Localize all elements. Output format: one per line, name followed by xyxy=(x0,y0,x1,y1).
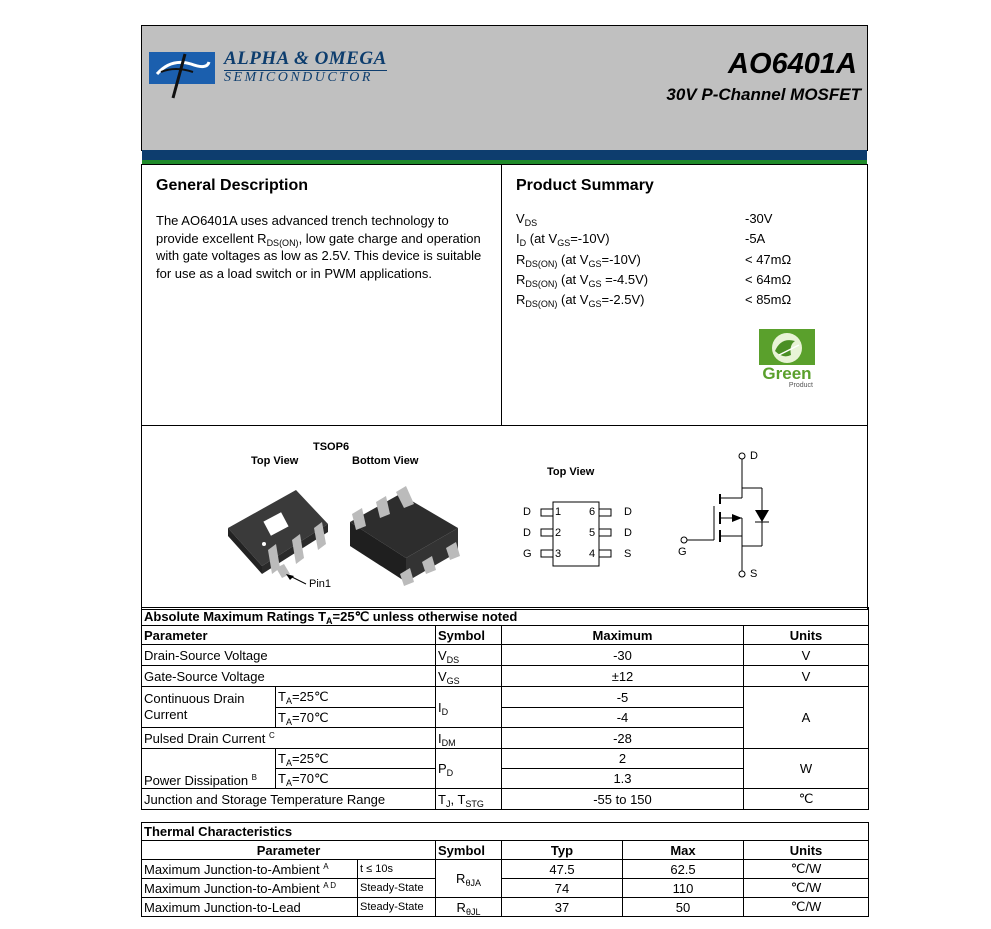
cond-sub: A xyxy=(285,777,292,788)
pin1-label: Pin1 xyxy=(309,578,332,590)
pin-name-right: S xyxy=(624,548,632,560)
unit-tj: ℃ xyxy=(744,789,869,810)
thermal-cond-ja-10s: t ≤ 10s xyxy=(358,860,436,879)
thermal-max-jl: 50 xyxy=(623,898,744,917)
summary-param xyxy=(516,211,537,226)
cond-prefix: T xyxy=(278,750,286,766)
part-number: AO6401A xyxy=(728,48,857,80)
summary-param-symbol: R xyxy=(516,251,526,267)
summary-param-cond: (at V xyxy=(557,271,589,287)
pin-number-right: 5 xyxy=(589,527,596,539)
cond-pd-70 xyxy=(276,769,436,789)
thermal-unit-ja-10s: ℃/W xyxy=(744,860,869,879)
max-idm: -28 xyxy=(502,728,744,749)
cond-value: =70℃ xyxy=(291,770,329,786)
sym: I xyxy=(438,730,442,746)
symbol-pd xyxy=(436,749,502,789)
pin-number-right: 4 xyxy=(589,548,596,560)
summary-param-cond: (at V xyxy=(526,231,558,247)
note: A xyxy=(323,861,329,871)
symbol-tj xyxy=(436,789,502,810)
pin-number-left: 3 xyxy=(555,548,562,560)
cond-pd-25 xyxy=(276,749,436,769)
general-description-title: General Description xyxy=(156,177,309,194)
summary-value: < 47mΩ xyxy=(745,251,792,267)
param-id-line1: Continuous Drain xyxy=(144,691,245,706)
max-vgs: ±12 xyxy=(502,666,744,687)
summary-value: < 85mΩ xyxy=(745,292,792,308)
general-description-text xyxy=(156,212,501,282)
absolute-maximum-ratings-table xyxy=(141,607,869,810)
thermal-param-jl: Maximum Junction-to-Lead xyxy=(142,898,358,917)
param-text: Maximum Junction-to-Ambient xyxy=(144,880,320,896)
thermal-header-max: Max xyxy=(623,841,744,860)
column-divider xyxy=(501,164,502,426)
company-subtitle: SEMICONDUCTOR xyxy=(224,70,373,85)
cond-prefix: T xyxy=(278,770,286,786)
pin-name-left: G xyxy=(523,548,532,560)
desc-line xyxy=(156,230,501,248)
abs-max-title-rest: =25℃ unless otherwise noted xyxy=(332,608,518,624)
param-vgs: Gate-Source Voltage xyxy=(142,666,436,687)
cond-value: =25℃ xyxy=(291,750,329,766)
thermal-header-units: Units xyxy=(744,841,869,860)
thermal-symbol-jl xyxy=(436,898,502,917)
summary-param xyxy=(516,292,645,310)
green-product-logo xyxy=(759,329,815,399)
thermal-typ-ja-10s: 47.5 xyxy=(502,860,623,879)
symbol-idm xyxy=(436,728,502,749)
sym: R xyxy=(456,871,466,886)
summary-param-cond-rest: =-2.5V) xyxy=(601,292,645,308)
desc-line-part: , low gate charge and operation xyxy=(298,230,481,246)
summary-param-cond-rest: =-10V) xyxy=(601,251,641,267)
bottom-view-label: Bottom View xyxy=(352,455,419,467)
header-parameter: Parameter xyxy=(142,626,436,645)
summary-param-symbol: V xyxy=(516,211,525,226)
cond-value: =25℃ xyxy=(291,689,329,704)
sym-mid: , T xyxy=(450,791,466,807)
summary-param xyxy=(516,231,610,249)
pin-name-left: D xyxy=(523,527,531,539)
thermal-header-typ: Typ xyxy=(502,841,623,860)
thermal-max-ja-10s: 62.5 xyxy=(623,860,744,879)
summary-param-sub: DS xyxy=(524,218,538,228)
note: A D xyxy=(323,880,337,890)
product-summary-title: Product Summary xyxy=(516,177,654,194)
param-vds: Drain-Source Voltage xyxy=(142,645,436,666)
summary-param-symbol: R xyxy=(516,271,526,287)
summary-param-cond-sub: GS xyxy=(588,299,602,310)
sym: T xyxy=(438,791,446,807)
summary-param-sub: D xyxy=(519,238,527,249)
summary-param-symbol: R xyxy=(516,292,526,308)
thermal-characteristics-table xyxy=(141,822,869,917)
thermal-param-ja-ss xyxy=(142,879,358,898)
sym-sub: θJL xyxy=(465,906,481,917)
summary-param xyxy=(516,252,641,267)
pinout-diagram xyxy=(520,500,640,570)
summary-param xyxy=(516,272,648,287)
cond-sub: A xyxy=(285,716,292,727)
summary-param-sub: DS(ON) xyxy=(525,258,558,269)
desc-line: for use as a load switch or in PWM applications. xyxy=(156,265,433,281)
param-text: Power Dissipation xyxy=(144,773,249,788)
summary-param-symbol: I xyxy=(516,231,520,247)
sym-sub: DS xyxy=(446,654,460,665)
note: C xyxy=(269,730,275,740)
param-idm xyxy=(142,728,436,749)
company-logo-icon xyxy=(149,52,215,84)
abs-max-title-sub: A xyxy=(326,615,333,626)
thermal-header-symbol: Symbol xyxy=(436,841,502,860)
abs-max-title xyxy=(142,608,869,626)
thermal-max-ja-ss: 110 xyxy=(623,879,744,898)
param-id xyxy=(142,687,276,728)
summary-param-cond: (at V xyxy=(557,292,589,308)
max-id-25: -5 xyxy=(502,687,744,708)
summary-param-cond-rest: =-4.5V) xyxy=(601,271,649,287)
thermal-typ-jl: 37 xyxy=(502,898,623,917)
sym: V xyxy=(438,668,447,684)
thermal-cond-jl: Steady-State xyxy=(358,898,436,917)
cond-sub: A xyxy=(285,696,292,706)
cond-id-70 xyxy=(276,708,436,728)
param-text: Pulsed Drain Current xyxy=(144,730,266,746)
sym-sub: DM xyxy=(441,737,456,748)
thermal-unit-ja-ss: ℃/W xyxy=(744,879,869,898)
unit-current: A xyxy=(744,687,869,749)
note: B xyxy=(251,773,258,782)
desc-line: with gate voltages as low as 2.5V. This device is suitable xyxy=(156,248,482,263)
thermal-symbol-ja xyxy=(436,860,502,898)
package-top-view xyxy=(228,490,328,584)
symbol-vds xyxy=(436,645,502,666)
sym-sub: D xyxy=(441,706,449,717)
sym: I xyxy=(438,699,442,715)
summary-value: -30V xyxy=(745,211,773,226)
desc-line-sub: DS(ON) xyxy=(266,237,299,248)
unit-vgs: V xyxy=(744,666,869,687)
pin-number-left: 1 xyxy=(555,506,562,518)
sym-sub: J xyxy=(445,798,451,809)
pin-name-right: D xyxy=(624,506,632,518)
max-id-70: -4 xyxy=(502,708,744,728)
package-illustration xyxy=(210,478,480,593)
thermal-typ-ja-ss: 74 xyxy=(502,879,623,898)
summary-param-cond-sub: GS xyxy=(557,238,571,249)
sym-sub: θJA xyxy=(465,878,481,888)
pin-number-right: 6 xyxy=(589,506,596,518)
summary-value: -5A xyxy=(745,231,766,247)
company-name: ALPHA & OMEGA xyxy=(224,48,387,69)
cond-prefix: T xyxy=(278,709,286,725)
symbol-drain-label: D xyxy=(750,450,758,462)
mosfet-symbol xyxy=(676,448,786,580)
param-pd xyxy=(142,749,276,789)
thermal-title: Thermal Characteristics xyxy=(142,823,869,841)
green-logo-text: Green xyxy=(762,364,812,383)
symbol-source-label: S xyxy=(750,568,758,580)
package-name: TSOP6 xyxy=(313,441,350,453)
symbol-id xyxy=(436,687,502,728)
sym: P xyxy=(438,761,447,776)
thermal-header-parameter: Parameter xyxy=(142,841,436,860)
param-id-line2: Current xyxy=(144,707,188,722)
pin-number-left: 2 xyxy=(555,527,562,539)
max-tj: -55 to 150 xyxy=(502,789,744,810)
sym: R xyxy=(456,899,466,915)
sym-sub: GS xyxy=(446,675,460,686)
summary-param-cond: (at V xyxy=(557,251,589,267)
sym: V xyxy=(438,647,447,663)
summary-param-cond-sub: GS xyxy=(588,278,602,289)
desc-line: The AO6401A uses advanced trench technology to xyxy=(156,213,449,228)
max-pd-70: 1.3 xyxy=(502,769,744,789)
pin-name-right: D xyxy=(624,527,632,539)
cond-id-25 xyxy=(276,687,436,708)
cond-prefix: T xyxy=(278,689,286,704)
summary-param-cond-sub: GS xyxy=(588,258,602,269)
summary-param-sub: DS(ON) xyxy=(525,278,558,289)
summary-param-cond-rest: =-10V) xyxy=(570,231,610,247)
sym-sub: D xyxy=(446,768,454,778)
sym-sub2: STG xyxy=(465,798,484,809)
summary-value: < 64mΩ xyxy=(745,271,792,287)
param-tj: Junction and Storage Temperature Range xyxy=(142,789,436,810)
header-units: Units xyxy=(744,626,869,645)
green-logo-subtext: Product xyxy=(788,382,813,389)
max-vds: -30 xyxy=(502,645,744,666)
symbol-gate-label: G xyxy=(678,546,687,558)
param-text: Maximum Junction-to-Ambient xyxy=(144,861,320,877)
header-maximum: Maximum xyxy=(502,626,744,645)
thermal-cond-ja-ss: Steady-State xyxy=(358,879,436,898)
max-pd-25: 2 xyxy=(502,749,744,769)
unit-vds: V xyxy=(744,645,869,666)
symbol-vgs xyxy=(436,666,502,687)
desc-line-part: provide excellent R xyxy=(156,230,267,246)
summary-param-sub: DS(ON) xyxy=(525,299,558,310)
package-bottom-view xyxy=(350,486,460,586)
pinout-title: Top View xyxy=(547,466,595,478)
thermal-unit-jl: ℃/W xyxy=(744,898,869,917)
thermal-param-ja-10s xyxy=(142,860,358,879)
pin-name-left: D xyxy=(523,506,531,518)
unit-pd: W xyxy=(744,749,869,789)
cond-sub: A xyxy=(285,757,292,768)
cond-value: =70℃ xyxy=(291,709,329,725)
abs-max-title-text: Absolute Maximum Ratings T xyxy=(144,608,327,624)
top-view-label: Top View xyxy=(251,455,299,467)
header-band-blue xyxy=(142,150,867,160)
header-symbol: Symbol xyxy=(436,626,502,645)
device-subtitle: 30V P-Channel MOSFET xyxy=(666,85,861,104)
